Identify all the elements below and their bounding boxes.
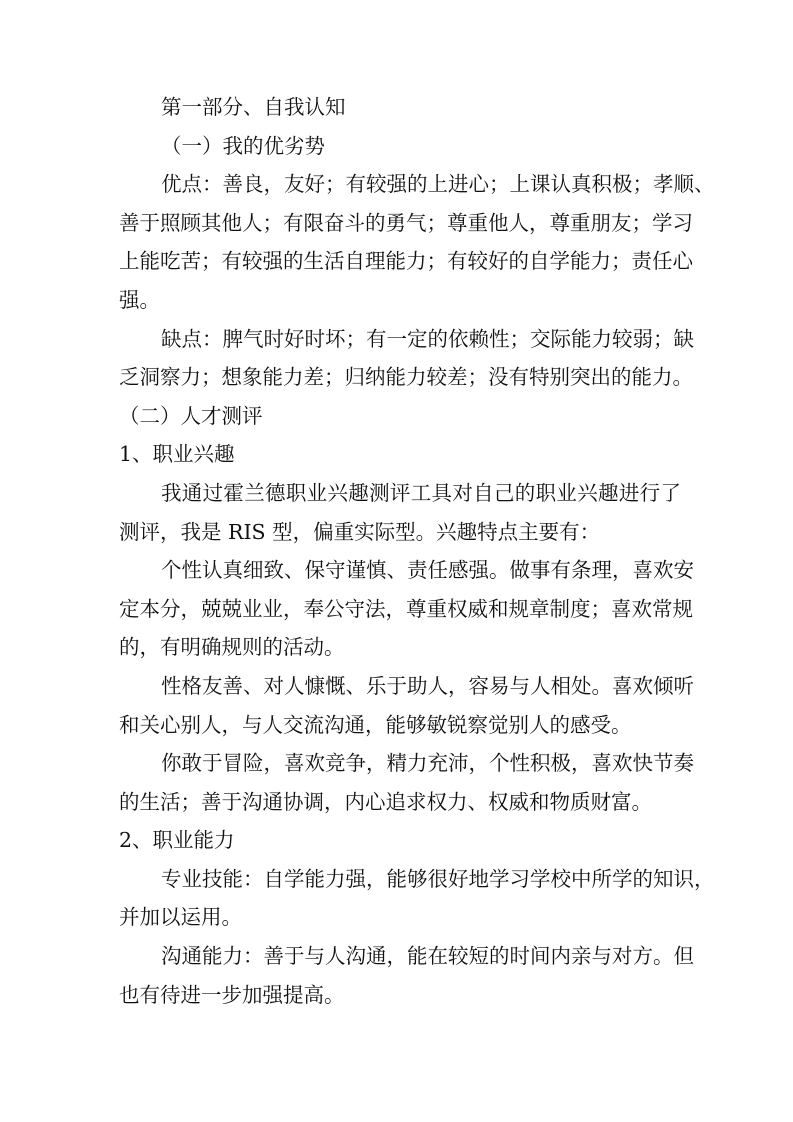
text-line: 个性认真细致、保守谨慎、责任感强。做事有条理，喜欢安 bbox=[161, 558, 694, 583]
heading-text: （一）我的优劣势 bbox=[161, 133, 325, 158]
heading-text: （二）人才测评 bbox=[119, 403, 263, 428]
text-line: 并加以运用。 bbox=[119, 905, 242, 930]
document-page bbox=[119, 88, 715, 1014]
text-line: 的，有明确规则的活动。 bbox=[119, 635, 345, 660]
section-title bbox=[119, 88, 681, 127]
text-line: 上能吃苦；有较强的生活自理能力；有较好的自学能力；责任心 bbox=[119, 249, 693, 274]
career-interest-heading bbox=[119, 435, 681, 474]
text-line: 你敢于冒险，喜欢竞争，精力充沛，个性积极，喜欢快节奏 bbox=[161, 751, 694, 776]
text-line: 也有待进一步加强提高。 bbox=[119, 982, 345, 1007]
career-ability-heading bbox=[119, 821, 681, 860]
weaknesses-paragraph bbox=[119, 320, 694, 397]
text-line: 性格友善、对人慷慨、乐于助人，容易与人相处。喜欢倾听 bbox=[161, 673, 694, 698]
text-line: 我通过霍兰德职业兴趣测评工具对自己的职业兴趣进行了 bbox=[161, 480, 681, 505]
text-line: 定本分，兢兢业业，奉公守法，尊重权威和规章制度；喜欢常规 bbox=[119, 596, 693, 621]
text-line: 优点：善良，友好；有较强的上进心；上课认真积极；孝顺、 bbox=[161, 172, 715, 197]
strengths-paragraph bbox=[119, 165, 715, 319]
text-line: 的生活；善于沟通协调，内心追求权力、权威和物质财富。 bbox=[119, 789, 652, 814]
subsection-assessment bbox=[119, 397, 681, 436]
heading-text: 1、职业兴趣 bbox=[119, 442, 235, 467]
text-line: 和关心别人，与人交流沟通，能够敏锐察觉别人的感受。 bbox=[119, 712, 632, 737]
personality-paragraph bbox=[119, 551, 694, 667]
text-line: 沟通能力：善于与人沟通，能在较短的时间内亲与对方。但 bbox=[161, 944, 694, 969]
text-line: 专业技能：自学能力强，能够很好地学习学校中所学的知识， bbox=[161, 866, 715, 891]
professional-skills-paragraph bbox=[119, 860, 715, 937]
text-line: 缺点：脾气时好时坏；有一定的依赖性；交际能力较弱；缺 bbox=[161, 326, 694, 351]
adventure-paragraph bbox=[119, 744, 694, 821]
communication-paragraph bbox=[119, 937, 694, 1014]
heading-text: 第一部分、自我认知 bbox=[161, 95, 346, 119]
text-line: 乏洞察力；想象能力差；归纳能力较差；没有特别突出的能力。 bbox=[119, 365, 693, 390]
text-line: 强。 bbox=[119, 287, 160, 312]
holland-paragraph bbox=[119, 474, 681, 551]
character-paragraph bbox=[119, 667, 694, 744]
text-line: 善于照顾其他人；有限奋斗的勇气；尊重他人，尊重朋友；学习 bbox=[119, 210, 693, 235]
subsection-strengths bbox=[119, 127, 681, 166]
text-line: 测评，我是 RIS 型，偏重实际型。兴趣特点主要有： bbox=[119, 519, 601, 544]
heading-text: 2、职业能力 bbox=[119, 828, 235, 853]
